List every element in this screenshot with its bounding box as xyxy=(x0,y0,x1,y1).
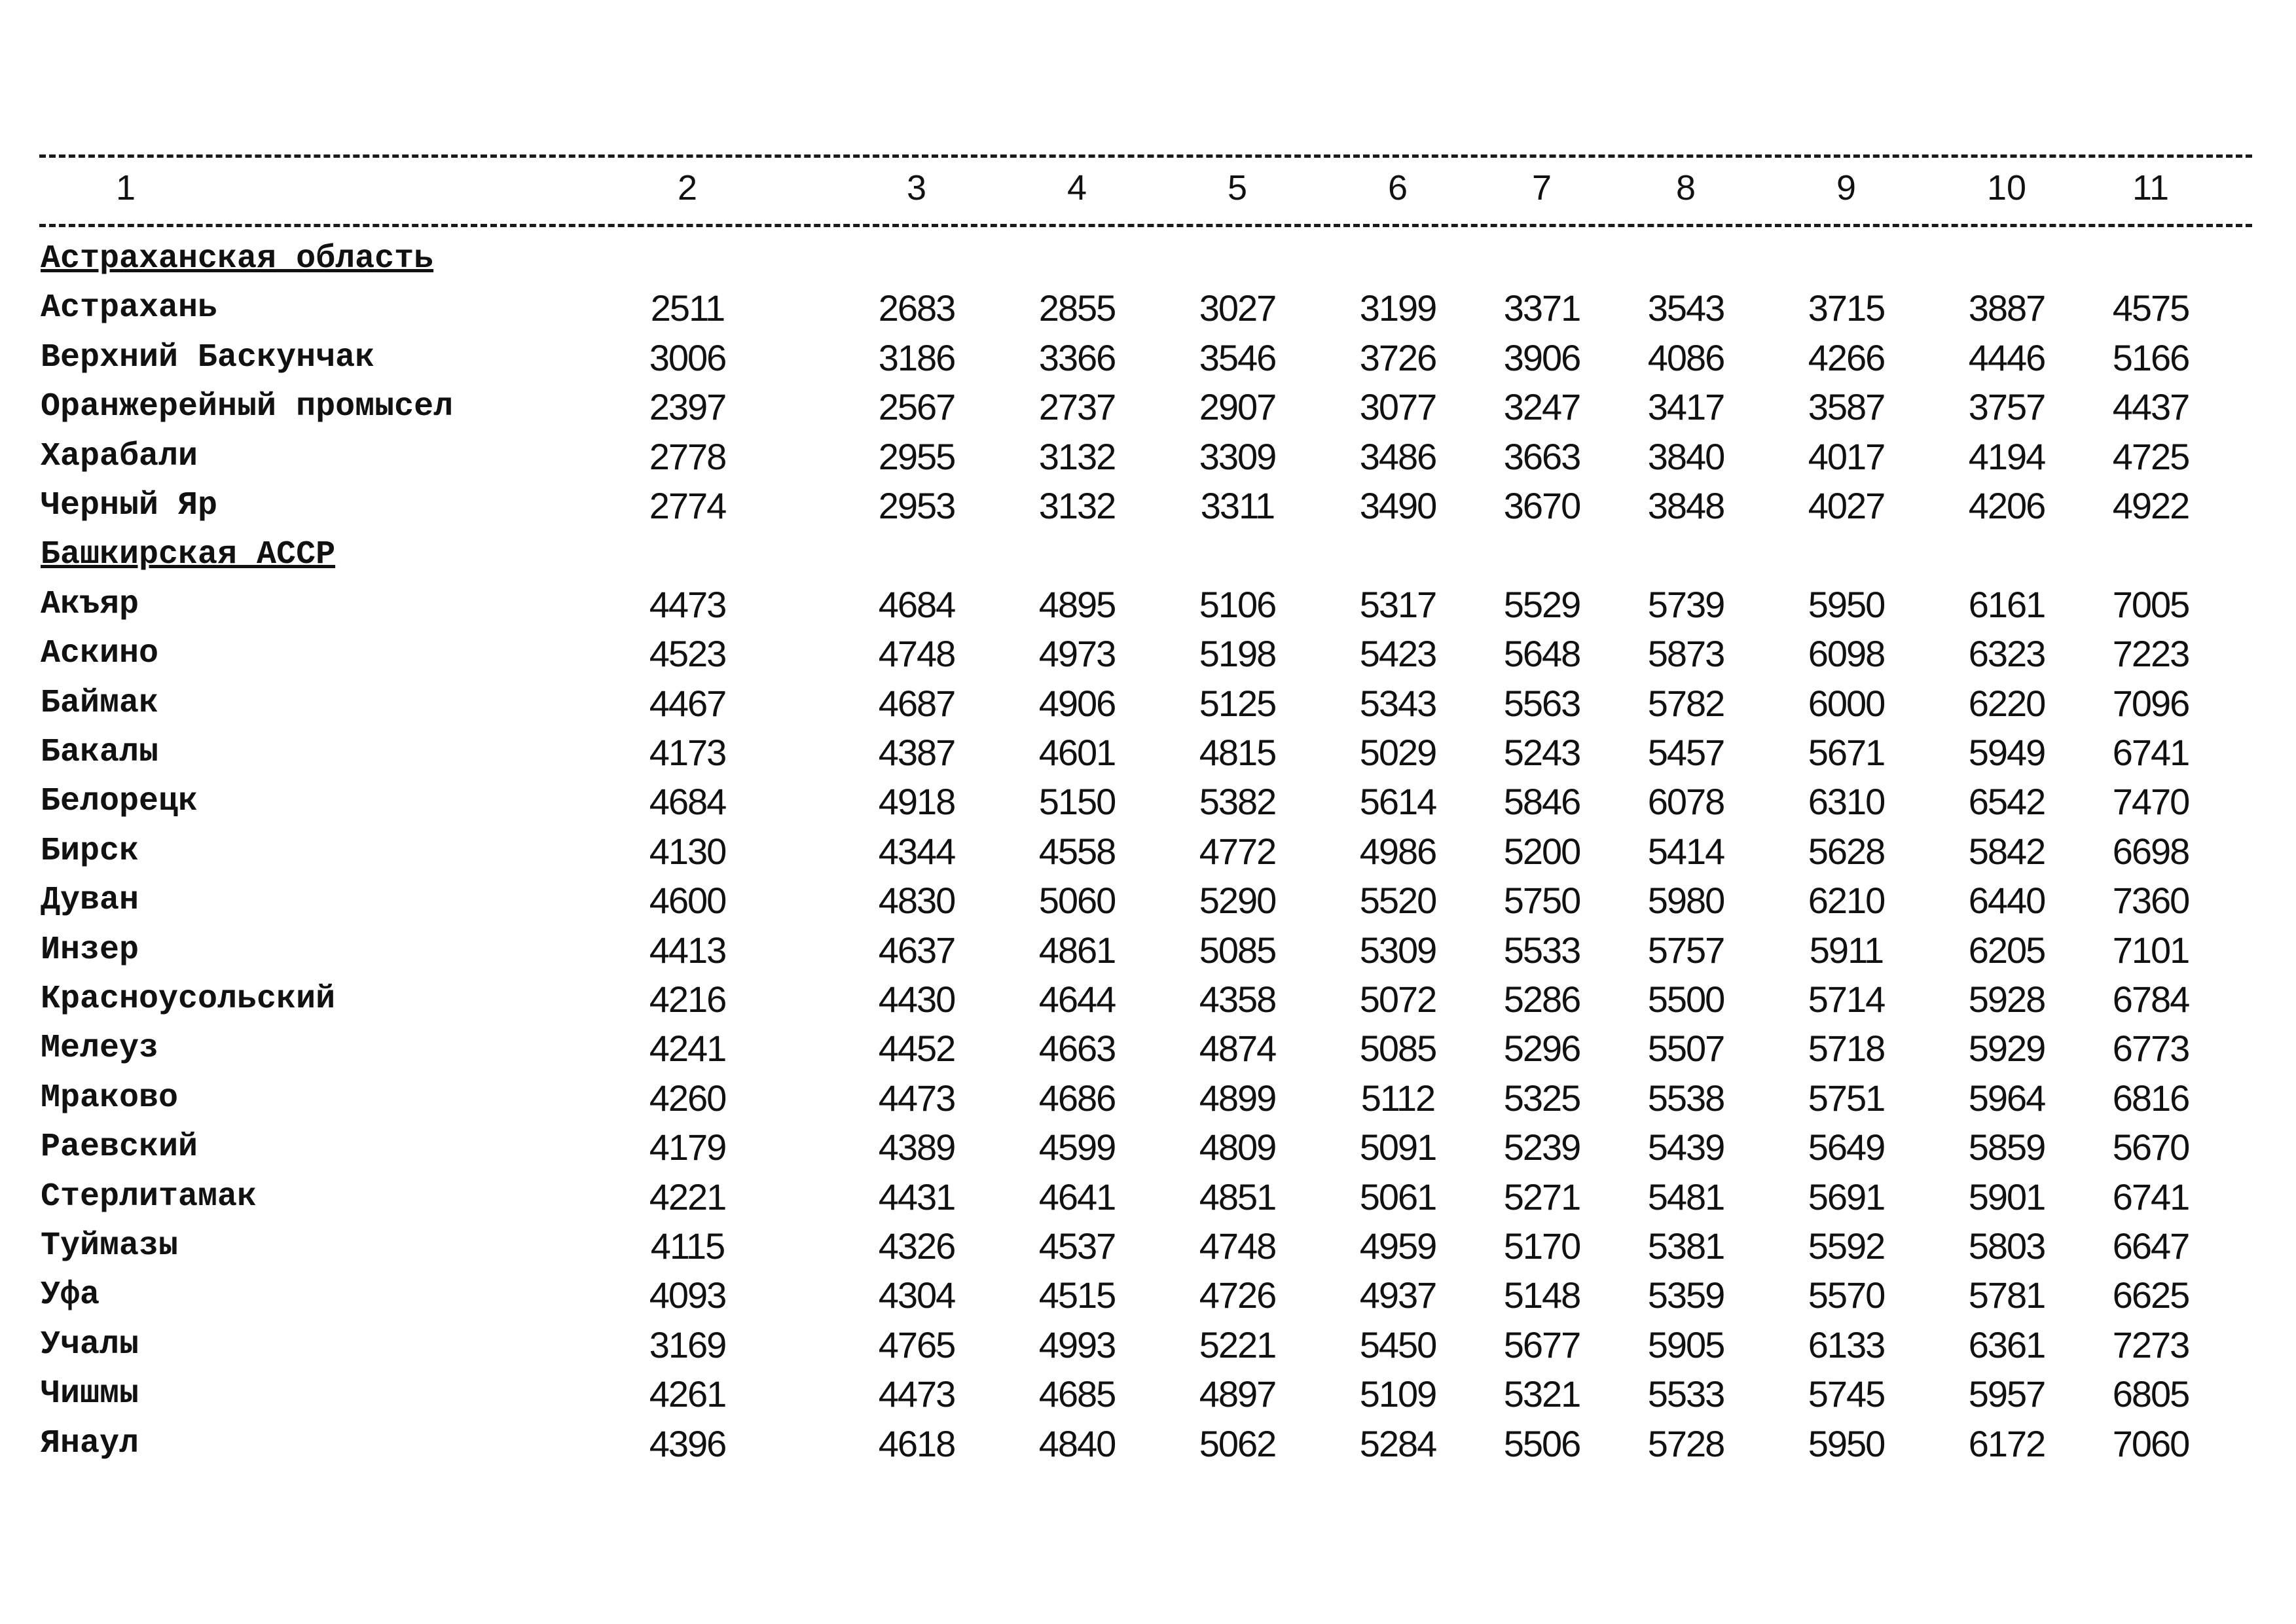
value-cell-col-9: 5592 xyxy=(1808,1225,1885,1267)
table-row xyxy=(0,1271,2296,1320)
value-cell-col-11: 7360 xyxy=(2112,880,2189,922)
value-cell-col-7: 3663 xyxy=(1503,435,1580,477)
value-cell-col-5: 5062 xyxy=(1199,1422,1276,1464)
column-header-11: 11 xyxy=(2132,168,2170,208)
table-row xyxy=(0,283,2296,333)
section-title: Башкирская АССР xyxy=(41,536,336,574)
value-cell-col-2: 4115 xyxy=(650,1225,725,1267)
value-cell-col-5: 4358 xyxy=(1199,979,1276,1020)
value-cell-col-9: 5718 xyxy=(1808,1028,1885,1070)
value-cell-col-11: 6741 xyxy=(2112,1176,2189,1218)
value-cell-col-7: 3906 xyxy=(1503,336,1580,378)
table-row xyxy=(0,333,2296,382)
value-cell-col-5: 5106 xyxy=(1199,583,1276,625)
settlement-name: Янаул xyxy=(41,1424,139,1462)
value-cell-col-11: 6647 xyxy=(2112,1225,2189,1267)
value-cell-col-3: 2953 xyxy=(878,485,955,526)
value-cell-col-4: 4601 xyxy=(1038,732,1116,773)
value-cell-col-9: 6000 xyxy=(1808,682,1885,724)
value-cell-col-2: 4173 xyxy=(649,732,726,773)
table-row xyxy=(0,1369,2296,1418)
value-cell-col-3: 4430 xyxy=(878,979,955,1020)
settlement-name: Бакалы xyxy=(41,734,159,771)
value-cell-col-2: 4396 xyxy=(649,1422,726,1464)
value-cell-col-6: 5614 xyxy=(1359,781,1436,823)
value-cell-col-7: 3371 xyxy=(1503,287,1580,329)
value-cell-col-4: 4685 xyxy=(1038,1373,1116,1415)
value-cell-col-11: 7101 xyxy=(2112,929,2189,971)
value-cell-col-3: 4748 xyxy=(878,633,955,675)
value-cell-col-7: 5677 xyxy=(1503,1324,1580,1365)
value-cell-col-11: 6784 xyxy=(2112,979,2189,1020)
value-cell-col-11: 4922 xyxy=(2112,485,2189,526)
value-cell-col-11: 7470 xyxy=(2112,781,2189,823)
value-cell-col-4: 2855 xyxy=(1038,287,1116,329)
column-header-5: 5 xyxy=(1227,168,1248,208)
table-row xyxy=(0,827,2296,876)
column-header-3: 3 xyxy=(906,168,927,208)
value-cell-col-11: 4725 xyxy=(2112,435,2189,477)
value-cell-col-4: 4663 xyxy=(1038,1028,1116,1070)
value-cell-col-6: 4959 xyxy=(1359,1225,1436,1267)
value-cell-col-7: 5321 xyxy=(1503,1373,1580,1415)
value-cell-col-10: 5859 xyxy=(1968,1127,2045,1168)
value-cell-col-5: 3027 xyxy=(1199,287,1276,329)
value-cell-col-6: 5061 xyxy=(1359,1176,1436,1218)
value-cell-col-10: 5928 xyxy=(1968,979,2045,1020)
value-cell-col-7: 3247 xyxy=(1503,386,1580,428)
value-cell-col-6: 5109 xyxy=(1359,1373,1436,1415)
value-cell-col-10: 6161 xyxy=(1968,583,2045,625)
value-cell-col-2: 4130 xyxy=(649,830,726,872)
value-cell-col-7: 5271 xyxy=(1503,1176,1580,1218)
value-cell-col-5: 4851 xyxy=(1199,1176,1276,1218)
column-header-6: 6 xyxy=(1387,168,1408,208)
value-cell-col-10: 6172 xyxy=(1968,1422,2045,1464)
table-row xyxy=(0,1320,2296,1369)
value-cell-col-10: 3887 xyxy=(1968,287,2045,329)
value-cell-col-9: 3587 xyxy=(1808,386,1885,428)
value-cell-col-2: 3006 xyxy=(649,336,726,378)
value-cell-col-7: 5325 xyxy=(1503,1077,1580,1119)
table-row xyxy=(0,382,2296,431)
value-cell-col-8: 5507 xyxy=(1647,1028,1724,1070)
settlement-name: Бирск xyxy=(41,832,139,870)
value-cell-col-9: 5950 xyxy=(1808,583,1885,625)
value-cell-col-6: 5309 xyxy=(1359,929,1436,971)
value-cell-col-9: 5911 xyxy=(1809,929,1884,971)
value-cell-col-2: 4600 xyxy=(649,880,726,922)
value-cell-col-4: 3132 xyxy=(1038,485,1116,526)
value-cell-col-5: 4897 xyxy=(1199,1373,1276,1415)
table-row xyxy=(0,580,2296,629)
value-cell-col-6: 5317 xyxy=(1359,583,1436,625)
value-cell-col-6: 4937 xyxy=(1359,1274,1436,1316)
value-cell-col-10: 6440 xyxy=(1968,880,2045,922)
value-cell-col-3: 4389 xyxy=(878,1127,955,1168)
table-row xyxy=(0,975,2296,1024)
value-cell-col-10: 5964 xyxy=(1968,1077,2045,1119)
value-cell-col-3: 4637 xyxy=(878,929,955,971)
value-cell-col-6: 5450 xyxy=(1359,1324,1436,1365)
value-cell-col-3: 2955 xyxy=(878,435,955,477)
value-cell-col-7: 5243 xyxy=(1503,732,1580,773)
value-cell-col-2: 2397 xyxy=(649,386,726,428)
section-row xyxy=(0,530,2296,579)
value-cell-col-3: 4431 xyxy=(878,1176,955,1218)
value-cell-col-10: 5957 xyxy=(1968,1373,2045,1415)
value-cell-col-10: 4206 xyxy=(1968,485,2045,526)
value-cell-col-3: 2683 xyxy=(878,287,955,329)
value-cell-col-5: 4809 xyxy=(1199,1127,1276,1168)
value-cell-col-11: 7005 xyxy=(2112,583,2189,625)
table-top-rule xyxy=(39,154,2252,158)
value-cell-col-11: 6805 xyxy=(2112,1373,2189,1415)
table-header-rule xyxy=(39,224,2252,227)
value-cell-col-2: 4216 xyxy=(649,979,726,1020)
table-row xyxy=(0,432,2296,481)
value-cell-col-5: 2907 xyxy=(1199,386,1276,428)
value-cell-col-8: 5457 xyxy=(1647,732,1724,773)
settlement-name: Стерлитамак xyxy=(41,1178,257,1216)
value-cell-col-6: 3077 xyxy=(1359,386,1436,428)
value-cell-col-10: 3757 xyxy=(1968,386,2045,428)
value-cell-col-9: 5649 xyxy=(1808,1127,1885,1168)
value-cell-col-6: 5091 xyxy=(1359,1127,1436,1168)
value-cell-col-4: 4537 xyxy=(1038,1225,1116,1267)
value-cell-col-9: 3715 xyxy=(1808,287,1885,329)
value-cell-col-5: 3546 xyxy=(1199,336,1276,378)
value-cell-col-2: 2511 xyxy=(650,287,725,329)
table-row xyxy=(0,876,2296,925)
value-cell-col-8: 5500 xyxy=(1647,979,1724,1020)
value-cell-col-11: 4437 xyxy=(2112,386,2189,428)
value-cell-col-5: 5085 xyxy=(1199,929,1276,971)
value-cell-col-5: 4772 xyxy=(1199,830,1276,872)
value-cell-col-4: 4599 xyxy=(1038,1127,1116,1168)
value-cell-col-4: 4973 xyxy=(1038,633,1116,675)
value-cell-col-7: 3670 xyxy=(1503,485,1580,526)
value-cell-col-5: 4815 xyxy=(1199,732,1276,773)
value-cell-col-2: 4179 xyxy=(649,1127,726,1168)
value-cell-col-2: 4221 xyxy=(649,1176,726,1218)
value-cell-col-7: 5506 xyxy=(1503,1422,1580,1464)
value-cell-col-10: 6323 xyxy=(1968,633,2045,675)
value-cell-col-8: 5481 xyxy=(1647,1176,1724,1218)
value-cell-col-10: 5781 xyxy=(1968,1274,2045,1316)
value-cell-col-11: 7273 xyxy=(2112,1324,2189,1365)
value-cell-col-2: 4523 xyxy=(649,633,726,675)
value-cell-col-7: 5239 xyxy=(1503,1127,1580,1168)
value-cell-col-2: 4261 xyxy=(649,1373,726,1415)
value-cell-col-6: 5029 xyxy=(1359,732,1436,773)
value-cell-col-8: 5739 xyxy=(1647,583,1724,625)
value-cell-col-10: 6361 xyxy=(1968,1324,2045,1365)
value-cell-col-9: 5570 xyxy=(1808,1274,1885,1316)
column-header-10: 10 xyxy=(1986,168,2027,208)
column-header-2: 2 xyxy=(677,168,698,208)
value-cell-col-10: 5949 xyxy=(1968,732,2045,773)
value-cell-col-10: 5901 xyxy=(1968,1176,2045,1218)
table-header-row xyxy=(0,164,2296,213)
value-cell-col-11: 6625 xyxy=(2112,1274,2189,1316)
value-cell-col-5: 5221 xyxy=(1199,1324,1276,1365)
value-cell-col-9: 4027 xyxy=(1808,485,1885,526)
value-cell-col-11: 6741 xyxy=(2112,732,2189,773)
value-cell-col-4: 5060 xyxy=(1038,880,1116,922)
value-cell-col-8: 5905 xyxy=(1647,1324,1724,1365)
value-cell-col-2: 4684 xyxy=(649,781,726,823)
value-cell-col-11: 4575 xyxy=(2112,287,2189,329)
value-cell-col-7: 5750 xyxy=(1503,880,1580,922)
value-cell-col-5: 5290 xyxy=(1199,880,1276,922)
value-cell-col-7: 5296 xyxy=(1503,1028,1580,1070)
table-row xyxy=(0,1123,2296,1172)
value-cell-col-9: 5714 xyxy=(1808,979,1885,1020)
value-cell-col-3: 3186 xyxy=(878,336,955,378)
value-cell-col-3: 4830 xyxy=(878,880,955,922)
settlement-name: Черный Яр xyxy=(41,487,218,524)
value-cell-col-3: 4387 xyxy=(878,732,955,773)
value-cell-col-3: 4473 xyxy=(878,1077,955,1119)
value-cell-col-4: 4686 xyxy=(1038,1077,1116,1119)
value-cell-col-9: 6098 xyxy=(1808,633,1885,675)
value-cell-col-11: 7096 xyxy=(2112,682,2189,724)
value-cell-col-7: 5648 xyxy=(1503,633,1580,675)
value-cell-col-10: 6542 xyxy=(1968,781,2045,823)
value-cell-col-9: 6310 xyxy=(1808,781,1885,823)
value-cell-col-9: 5950 xyxy=(1808,1422,1885,1464)
table-row xyxy=(0,1172,2296,1221)
value-cell-col-4: 5150 xyxy=(1038,781,1116,823)
table-row xyxy=(0,481,2296,530)
value-cell-col-11: 5166 xyxy=(2112,336,2189,378)
table-row xyxy=(0,1419,2296,1468)
column-header-9: 9 xyxy=(1836,168,1857,208)
column-header-1: 1 xyxy=(115,168,136,208)
value-cell-col-3: 4918 xyxy=(878,781,955,823)
value-cell-col-7: 5148 xyxy=(1503,1274,1580,1316)
settlement-name: Туймазы xyxy=(41,1227,179,1265)
table-row xyxy=(0,777,2296,826)
value-cell-col-8: 6078 xyxy=(1647,781,1724,823)
settlement-name: Инзер xyxy=(41,931,139,969)
value-cell-col-5: 4726 xyxy=(1199,1274,1276,1316)
value-cell-col-8: 5782 xyxy=(1647,682,1724,724)
value-cell-col-4: 4993 xyxy=(1038,1324,1116,1365)
value-cell-col-3: 4684 xyxy=(878,583,955,625)
value-cell-col-6: 5072 xyxy=(1359,979,1436,1020)
value-cell-col-8: 5980 xyxy=(1647,880,1724,922)
value-cell-col-4: 4895 xyxy=(1038,583,1116,625)
value-cell-col-5: 5198 xyxy=(1199,633,1276,675)
settlement-name: Оранжерейный промысел xyxy=(41,388,454,426)
value-cell-col-4: 4644 xyxy=(1038,979,1116,1020)
settlement-name: Астрахань xyxy=(41,289,218,327)
settlement-name: Белорецк xyxy=(41,783,198,821)
value-cell-col-10: 5803 xyxy=(1968,1225,2045,1267)
value-cell-col-9: 6210 xyxy=(1808,880,1885,922)
settlement-name: Учалы xyxy=(41,1326,139,1363)
value-cell-col-2: 4467 xyxy=(649,682,726,724)
value-cell-col-7: 5529 xyxy=(1503,583,1580,625)
value-cell-col-9: 5745 xyxy=(1808,1373,1885,1415)
value-cell-col-5: 5382 xyxy=(1199,781,1276,823)
value-cell-col-6: 3199 xyxy=(1359,287,1436,329)
value-cell-col-7: 5563 xyxy=(1503,682,1580,724)
value-cell-col-5: 5125 xyxy=(1199,682,1276,724)
table-row xyxy=(0,1221,2296,1271)
table-row xyxy=(0,1074,2296,1123)
settlement-name: Мелеуз xyxy=(41,1030,159,1068)
value-cell-col-5: 3309 xyxy=(1199,435,1276,477)
value-cell-col-6: 5423 xyxy=(1359,633,1436,675)
value-cell-col-11: 6816 xyxy=(2112,1077,2189,1119)
value-cell-col-4: 4906 xyxy=(1038,682,1116,724)
value-cell-col-11: 7223 xyxy=(2112,633,2189,675)
table-row xyxy=(0,679,2296,728)
value-cell-col-2: 4473 xyxy=(649,583,726,625)
value-cell-col-7: 5846 xyxy=(1503,781,1580,823)
value-cell-col-9: 5691 xyxy=(1808,1176,1885,1218)
value-cell-col-2: 4260 xyxy=(649,1077,726,1119)
value-cell-col-9: 5628 xyxy=(1808,830,1885,872)
value-cell-col-11: 6773 xyxy=(2112,1028,2189,1070)
column-header-4: 4 xyxy=(1066,168,1087,208)
table-row xyxy=(0,926,2296,975)
value-cell-col-4: 4641 xyxy=(1038,1176,1116,1218)
value-cell-col-10: 5929 xyxy=(1968,1028,2045,1070)
value-cell-col-9: 4266 xyxy=(1808,336,1885,378)
settlement-name: Харабали xyxy=(41,437,198,475)
table-row xyxy=(0,1024,2296,1073)
value-cell-col-3: 4326 xyxy=(878,1225,955,1267)
value-cell-col-6: 5284 xyxy=(1359,1422,1436,1464)
value-cell-col-8: 4086 xyxy=(1647,336,1724,378)
value-cell-col-2: 4093 xyxy=(649,1274,726,1316)
column-header-7: 7 xyxy=(1531,168,1552,208)
value-cell-col-4: 2737 xyxy=(1038,386,1116,428)
value-cell-col-6: 4986 xyxy=(1359,830,1436,872)
value-cell-col-6: 3486 xyxy=(1359,435,1436,477)
value-cell-col-6: 3726 xyxy=(1359,336,1436,378)
value-cell-col-8: 5538 xyxy=(1647,1077,1724,1119)
value-cell-col-10: 6205 xyxy=(1968,929,2045,971)
value-cell-col-8: 5381 xyxy=(1647,1225,1724,1267)
value-cell-col-7: 5533 xyxy=(1503,929,1580,971)
value-cell-col-3: 4687 xyxy=(878,682,955,724)
value-cell-col-11: 7060 xyxy=(2112,1422,2189,1464)
value-cell-col-5: 4899 xyxy=(1199,1077,1276,1119)
value-cell-col-10: 4446 xyxy=(1968,336,2045,378)
value-cell-col-2: 2778 xyxy=(649,435,726,477)
value-cell-col-8: 3848 xyxy=(1647,485,1724,526)
value-cell-col-7: 5170 xyxy=(1503,1225,1580,1267)
value-cell-col-5: 3311 xyxy=(1200,485,1275,526)
value-cell-col-2: 4413 xyxy=(649,929,726,971)
value-cell-col-3: 4452 xyxy=(878,1028,955,1070)
value-cell-col-9: 5671 xyxy=(1808,732,1885,773)
value-cell-col-6: 5343 xyxy=(1359,682,1436,724)
settlement-name: Чишмы xyxy=(41,1375,139,1413)
settlement-name: Красноусольский xyxy=(41,981,336,1018)
value-cell-col-10: 4194 xyxy=(1968,435,2045,477)
value-cell-col-8: 3417 xyxy=(1647,386,1724,428)
value-cell-col-8: 5728 xyxy=(1647,1422,1724,1464)
section-title: Астраханская область xyxy=(41,240,434,278)
value-cell-col-4: 3366 xyxy=(1038,336,1116,378)
value-cell-col-4: 4558 xyxy=(1038,830,1116,872)
value-cell-col-11: 6698 xyxy=(2112,830,2189,872)
value-cell-col-8: 5414 xyxy=(1647,830,1724,872)
value-cell-col-10: 5842 xyxy=(1968,830,2045,872)
value-cell-col-2: 4241 xyxy=(649,1028,726,1070)
value-cell-col-9: 5751 xyxy=(1808,1077,1885,1119)
settlement-name: Уфа xyxy=(41,1276,100,1314)
value-cell-col-2: 3169 xyxy=(649,1324,726,1365)
value-cell-col-5: 4748 xyxy=(1199,1225,1276,1267)
settlement-name: Мраково xyxy=(41,1079,179,1117)
value-cell-col-3: 4344 xyxy=(878,830,955,872)
value-cell-col-8: 5359 xyxy=(1647,1274,1724,1316)
value-cell-col-5: 4874 xyxy=(1199,1028,1276,1070)
value-cell-col-7: 5286 xyxy=(1503,979,1580,1020)
value-cell-col-3: 4618 xyxy=(878,1422,955,1464)
value-cell-col-3: 4765 xyxy=(878,1324,955,1365)
value-cell-col-2: 2774 xyxy=(649,485,726,526)
value-cell-col-4: 4861 xyxy=(1038,929,1116,971)
value-cell-col-8: 5873 xyxy=(1647,633,1724,675)
value-cell-col-6: 3490 xyxy=(1359,485,1436,526)
value-cell-col-6: 5112 xyxy=(1360,1077,1435,1119)
settlement-name: Верхний Баскунчак xyxy=(41,338,375,376)
value-cell-col-3: 2567 xyxy=(878,386,955,428)
column-header-8: 8 xyxy=(1675,168,1696,208)
value-cell-col-8: 5533 xyxy=(1647,1373,1724,1415)
settlement-name: Баймак xyxy=(41,684,159,722)
section-row xyxy=(0,234,2296,283)
value-cell-col-3: 4304 xyxy=(878,1274,955,1316)
value-cell-col-8: 3543 xyxy=(1647,287,1724,329)
value-cell-col-6: 5520 xyxy=(1359,880,1436,922)
value-cell-col-8: 5757 xyxy=(1647,929,1724,971)
value-cell-col-7: 5200 xyxy=(1503,830,1580,872)
value-cell-col-8: 3840 xyxy=(1647,435,1724,477)
settlement-name: Акъяр xyxy=(41,585,139,623)
value-cell-col-9: 4017 xyxy=(1808,435,1885,477)
value-cell-col-11: 5670 xyxy=(2112,1127,2189,1168)
value-cell-col-4: 4840 xyxy=(1038,1422,1116,1464)
value-cell-col-10: 6220 xyxy=(1968,682,2045,724)
value-cell-col-3: 4473 xyxy=(878,1373,955,1415)
table-row xyxy=(0,728,2296,777)
value-cell-col-4: 4515 xyxy=(1038,1274,1116,1316)
value-cell-col-6: 5085 xyxy=(1359,1028,1436,1070)
value-cell-col-9: 6133 xyxy=(1808,1324,1885,1365)
value-cell-col-4: 3132 xyxy=(1038,435,1116,477)
settlement-name: Аскино xyxy=(41,635,159,673)
value-cell-col-8: 5439 xyxy=(1647,1127,1724,1168)
settlement-name: Раевский xyxy=(41,1128,198,1166)
settlement-name: Дуван xyxy=(41,882,139,920)
table-row xyxy=(0,629,2296,678)
